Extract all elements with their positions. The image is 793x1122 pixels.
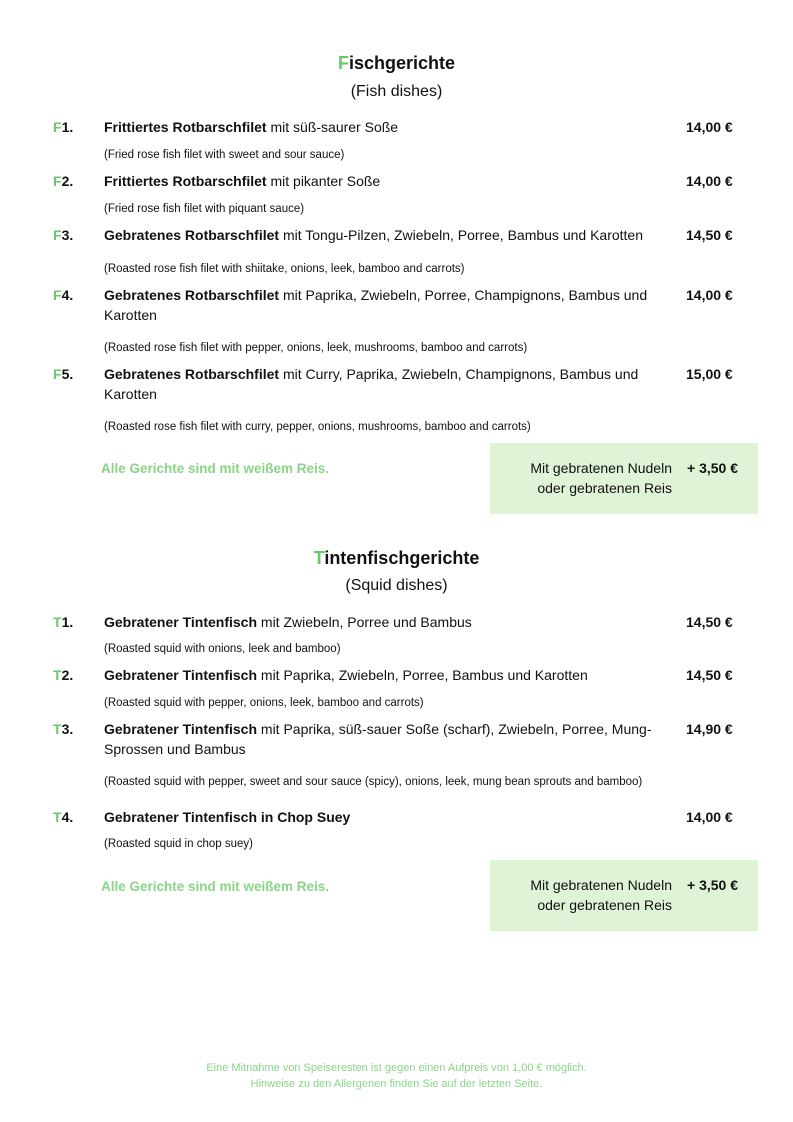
footer-takeaway-note: Eine Mitnahme von Speiseresten ist gegen einen Aufpreis von 1,00 € möglich. [206,1062,587,1074]
item-price: 14,00 € [686,119,733,135]
item-code-letter: T [53,721,62,737]
item-description [104,171,674,191]
item-description [104,807,674,827]
item-details: mit pikanter Soße [266,173,381,189]
item-price: 14,50 € [686,667,733,683]
item-code-number: 4. [61,809,74,825]
extra-option-line: oder gebratenen Reis [537,897,672,913]
item-english-t2: (Roasted squid with pepper, onions, leek, bamboo and carrots) [104,697,424,709]
fish-section-subtitle: (Fish dishes) [350,83,443,100]
item-code [53,117,73,137]
item-price: 14,00 € [686,287,733,303]
extra-option-price: + 3,50 € [687,460,738,476]
item-english-f1: (Fried rose fish filet with sweet and sour sauce) [104,149,345,161]
item-description [104,364,674,404]
rice-note: Alle Gerichte sind mit weißem Reis. [101,461,330,476]
item-details: mit süß-saurer Soße [266,119,399,135]
item-price: 14,50 € [686,614,733,630]
item-code-letter: F [53,173,62,189]
item-details: mit Paprika, Zwiebeln, Porree, Bambus und Karotten [257,667,588,683]
item-code [53,285,73,305]
item-description [104,225,674,245]
item-details: mit Paprika, Zwiebeln, Porree, Champignons, Bambus und Karotten [104,287,648,323]
squid-title-initial: T [313,548,325,568]
item-name: Gebratenes Rotbarschfilet [104,227,280,243]
item-details: mit Tongu-Pilzen, Zwiebeln, Porree, Bambus und Karotten [279,227,643,243]
item-code-number: 1. [61,614,74,630]
item-price: 14,00 € [686,809,733,825]
item-name: Frittiertes Rotbarschfilet [104,173,267,189]
item-details: mit Zwiebeln, Porree und Bambus [257,614,472,630]
item-name: Gebratenes Rotbarschfilet [104,287,280,303]
extra-option-line: Mit gebratenen Nudeln [530,460,672,476]
item-code [53,807,73,827]
item-code-number: 3. [61,721,74,737]
extra-option-line: oder gebratenen Reis [537,480,672,496]
rice-note: Alle Gerichte sind mit weißem Reis. [101,879,330,894]
squid-section-title [0,547,793,569]
item-code-number: 2. [61,173,74,189]
item-english-t1: (Roasted squid with onions, leek and bamboo) [104,643,341,655]
item-code-number: 1. [61,119,74,135]
item-code [53,364,73,384]
item-code-letter: F [53,287,62,303]
item-details: mit Paprika, süß-sauer Soße (scharf), Zwiebeln, Porree, Mung-Sprossen und Bambus [104,721,652,757]
item-english-t4: (Roasted squid in chop suey) [104,838,253,850]
item-price: 14,90 € [686,721,733,737]
item-code-number: 4. [61,287,74,303]
fish-title-rest: ischgerichte [348,53,456,73]
item-name: Gebratener Tintenfisch [104,614,258,630]
item-code [53,225,73,245]
item-description [104,612,674,632]
item-name: Gebratener Tintenfisch in Chop Suey [104,809,351,825]
item-code-letter: T [53,667,62,683]
item-price: 14,50 € [686,227,733,243]
item-description [104,665,674,685]
item-name: Gebratenes Rotbarschfilet [104,366,280,382]
item-english-f3: (Roasted rose fish filet with shiitake, onions, leek, bamboo and carrots) [104,263,465,275]
item-code [53,719,73,739]
item-english-t3: (Roasted squid with pepper, sweet and sour sauce (spicy), onions, leek, mung bean sprouts and bamboo) [104,776,643,788]
extra-option-box [490,443,758,514]
footer-allergen-note: Hinweise zu den Allergenen finden Sie auf der letzten Seite. [250,1078,543,1090]
extra-option-text [490,875,672,915]
fish-section-title [0,52,793,74]
item-description [104,719,674,759]
extra-option-line: Mit gebratenen Nudeln [530,877,672,893]
item-code [53,612,73,632]
item-code-letter: F [53,119,62,135]
item-code-number: 5. [61,366,74,382]
item-code [53,171,73,191]
item-code-letter: F [53,366,62,382]
item-price: 15,00 € [686,366,733,382]
item-code-letter: T [53,809,62,825]
item-code [53,665,73,685]
item-code-number: 3. [61,227,74,243]
extra-option-box [490,860,758,931]
item-english-f4: (Roasted rose fish filet with pepper, onions, leek, mushrooms, bamboo and carrots) [104,342,528,354]
item-description [104,117,674,137]
item-english-f5: (Roasted rose fish filet with curry, pepper, onions, mushrooms, bamboo and carrots) [104,421,531,433]
item-details: mit Curry, Paprika, Zwiebeln, Champignons, Bambus und Karotten [104,366,639,402]
item-name: Gebratener Tintenfisch [104,667,258,683]
item-code-number: 2. [61,667,74,683]
item-code-letter: T [53,614,62,630]
item-price: 14,00 € [686,173,733,189]
item-name: Gebratener Tintenfisch [104,721,258,737]
extra-option-price: + 3,50 € [687,877,738,893]
item-english-f2: (Fried rose fish filet with piquant sauce) [104,203,305,215]
item-code-letter: F [53,227,62,243]
extra-option-text [490,458,672,498]
fish-title-initial: F [337,53,349,73]
item-description [104,285,674,325]
item-name: Frittiertes Rotbarschfilet [104,119,267,135]
squid-section-subtitle: (Squid dishes) [345,577,448,594]
squid-title-rest: intenfischgerichte [324,548,480,568]
